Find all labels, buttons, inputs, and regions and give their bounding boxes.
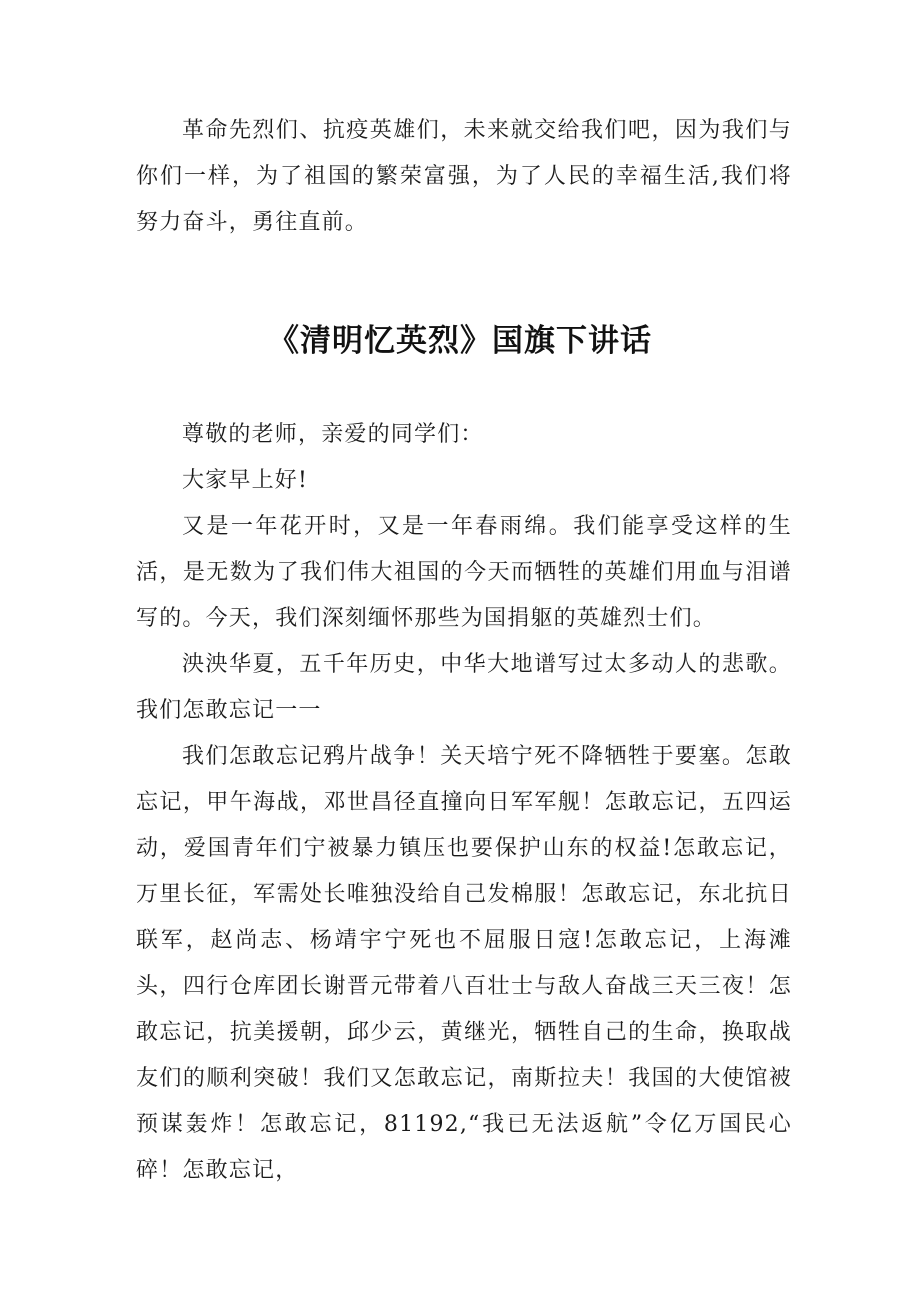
- intro-paragraph: 革命先烈们、抗疫英雄们，未来就交给我们吧，因为我们与你们一样，为了祖国的繁荣富强，为了人民的幸福生活,我们将努力奋斗，勇往直前。: [136, 118, 792, 235]
- greeting-paragraph: 大家早上好!: [182, 468, 309, 493]
- speech-body: [136, 412, 792, 1194]
- remembrance-paragraph: 我们怎敢忘记鸦片战争！关天培宁死不降牺牲于要塞。怎敢忘记，甲午海战，邓世昌径直撞向日军军舰！怎敢忘记，五四运动，爱国青年们宁被暴力镇压也要保护山东的权益!怎敢忘记，万里长征，军需处长唯独没给自己发棉服！怎敢忘记，东北抗日联军，赵尚志、杨靖宇宁死也不屈服日寇!怎敢忘记，上海滩头，四行仓库团长谢晋元带着八百壮士与敌人奋战三天三夜！怎敢忘记，抗美援朝，邱少云，黄继光，牺牲自己的生命，换取战友们的顺利突破！我们又怎敢忘记，南斯拉夫！我国的大使馆被预谋轰炸！怎敢忘记，81192,“我已无法返航”令亿万国民心碎！怎敢忘记，: [136, 744, 792, 1183]
- document-title: 《清明忆英烈》国旗下讲话: [268, 323, 652, 359]
- opening-paragraph: 又是一年花开时，又是一年春雨绵。我们能享受这样的生活，是无数为了我们伟大祖国的今天而牺牲的英雄们用血与泪谱写的。今天，我们深刻缅怀那些为国捐躯的英雄烈士们。: [136, 514, 792, 631]
- salutation-paragraph: 尊敬的老师，亲爱的同学们：: [182, 422, 484, 447]
- history-paragraph: 泱泱华夏，五千年历史，中华大地谱写过太多动人的悲歌。我们怎敢忘记一一: [136, 652, 792, 723]
